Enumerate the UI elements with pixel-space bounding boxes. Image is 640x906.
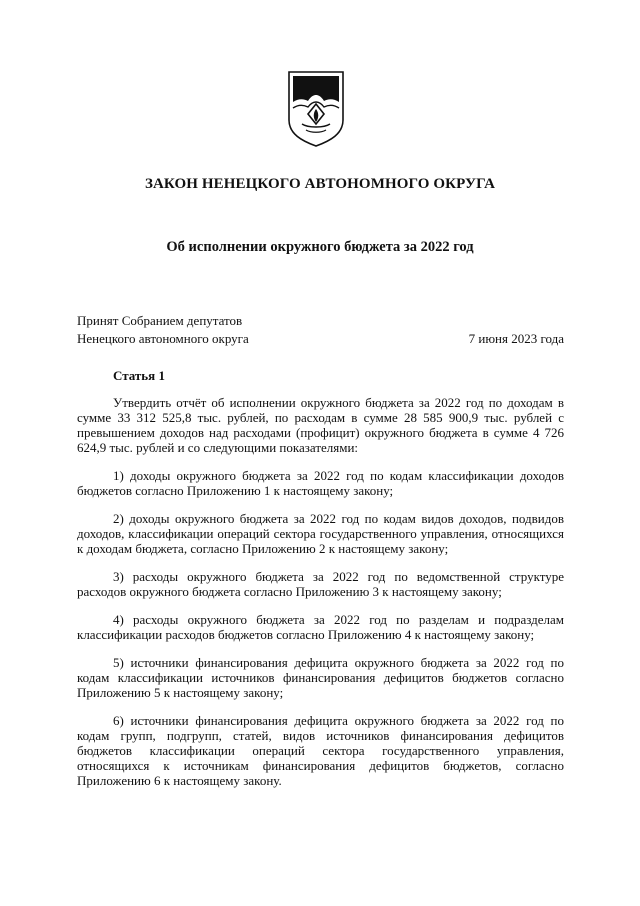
list-item: 3) расходы окружного бюджета за 2022 год по ведомственной структуре расходов окружного бюджета согласно Приложению 3 к настоящему закону; xyxy=(77,569,564,599)
adopted-by-line-2: Ненецкого автономного округа xyxy=(77,331,249,346)
law-title: ЗАКОН НЕНЕЦКОГО АВТОНОМНОГО ОКРУГА xyxy=(144,176,496,192)
law-subject: Об исполнении окружного бюджета за 2022 год xyxy=(166,239,474,255)
list-item: 1) доходы окружного бюджета за 2022 год по кодам классификации доходов бюджетов согласно Приложению 1 к настоящему закону; xyxy=(77,468,564,498)
article-body xyxy=(77,395,564,800)
list-item: 6) источники финансирования дефицита окружного бюджета за 2022 год по кодам групп, подгрупп, статей, видов источников финансирования дефицитов бюджетов классификации операций сектора государственного управления, относящихся к источникам финансирования дефицитов бюджетов, согласно Приложению 6 к настоящему закону. xyxy=(77,713,564,788)
list-item: 4) расходы окружного бюджета за 2022 год по разделам и подразделам классификации расходов бюджетов согласно Приложению 4 к настоящему закону; xyxy=(77,612,564,642)
article-intro: Утвердить отчёт об исполнении окружного бюджета за 2022 год по доходам в сумме 33 312 525,8 тыс. рублей, по расходам в сумме 28 585 900,9 тыс. рублей с превышением доходов над расходами (профицит) окружного бюджета в сумме 4 726 624,9 тыс. рублей и со следующими показателями: xyxy=(77,395,564,455)
adoption-date: 7 июня 2023 года xyxy=(468,331,564,346)
adopted-by-line-1: Принят Собранием депутатов xyxy=(77,313,243,328)
list-item: 5) источники финансирования дефицита окружного бюджета за 2022 год по кодам классификации источников финансирования дефицитов бюджетов согласно Приложению 5 к настоящему закону; xyxy=(77,655,564,700)
adoption-block xyxy=(77,312,249,348)
list-item: 2) доходы окружного бюджета за 2022 год по кодам видов доходов, подвидов доходов, классификации операций сектора государственного управления, относящихся к доходам бюджета, согласно Приложению 2 к настоящему закону; xyxy=(77,511,564,556)
coat-of-arms-icon xyxy=(284,68,348,148)
article-heading: Статья 1 xyxy=(113,368,165,383)
